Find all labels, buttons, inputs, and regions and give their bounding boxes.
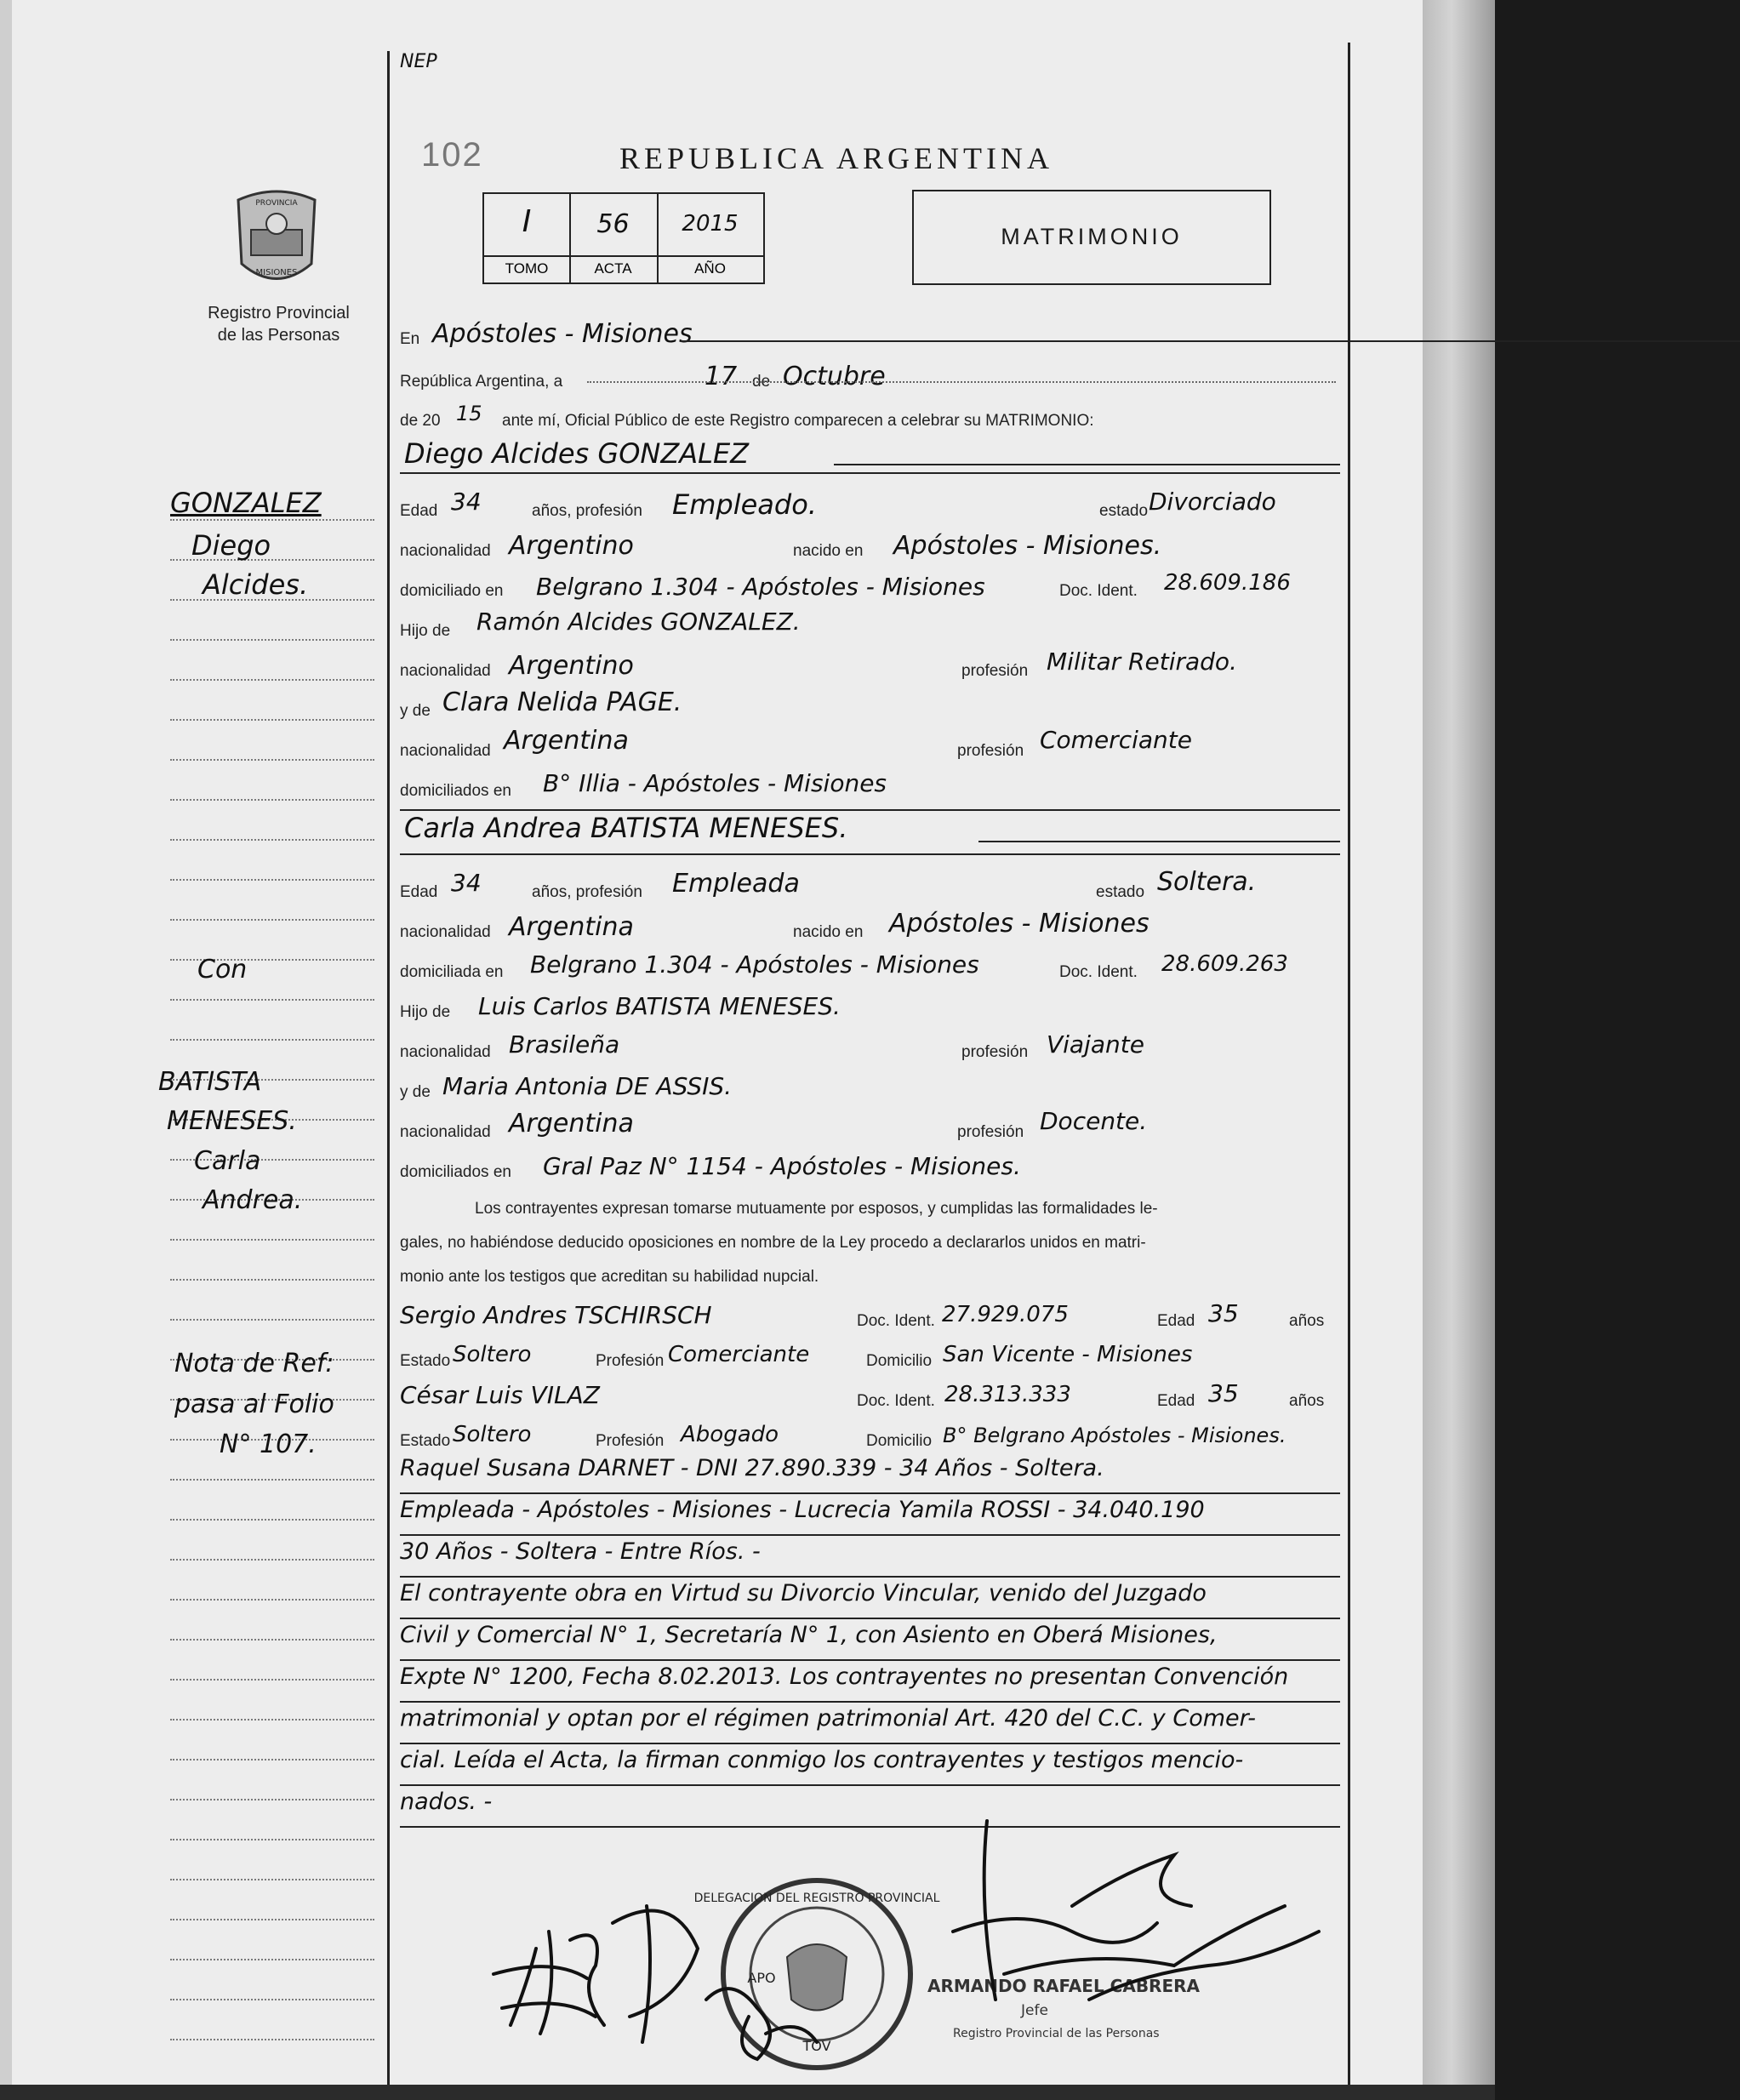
nacido-label: nacido en	[793, 923, 864, 941]
margin-bride-surname1: BATISTA	[158, 1067, 262, 1097]
nacionalidad-label: nacionalidad	[400, 742, 491, 760]
right-border-line	[1348, 43, 1350, 2085]
de-label: de	[752, 373, 771, 391]
act-type: MATRIMONIO	[1001, 224, 1183, 249]
margin-rule	[170, 1959, 374, 1960]
domiciliada-label: domiciliada en	[400, 963, 504, 981]
margin-rule	[170, 1319, 374, 1321]
bride-birthplace: Apóstoles - Misiones	[889, 909, 1150, 939]
witness1-address: San Vicente - Misiones	[943, 1342, 1193, 1367]
profesion-label: profesión	[957, 1123, 1024, 1141]
note-line: Empleada - Apóstoles - Misiones - Lucrecia Yamila ROSSI - 34.040.190	[400, 1497, 1205, 1523]
margin-note-line1: Nota de Ref:	[174, 1349, 334, 1378]
intro-date-row	[400, 356, 1336, 397]
margin-groom-name1: Diego	[191, 529, 271, 562]
bride-doc: 28.609.263	[1161, 951, 1288, 977]
declaration-line2: gales, no habiéndose deducido oposiciones en nombre de la Ley procedo a declararlos unidos en matri-	[400, 1234, 1146, 1252]
note-line: Civil y Comercial N° 1, Secretaría N° 1, con Asiento en Oberá Misiones,	[400, 1622, 1218, 1648]
edad-label: Edad	[400, 502, 438, 520]
bride-estado: Soltera.	[1157, 867, 1257, 897]
margin-rule	[170, 1639, 374, 1641]
margin-rule	[170, 1479, 374, 1481]
margin-rule	[170, 519, 374, 521]
stamp-bottom-text: TOV	[802, 2038, 831, 2054]
republica-label: República Argentina, a	[400, 373, 563, 391]
profesion-label: profesión	[961, 1043, 1029, 1061]
margin-rule	[170, 879, 374, 881]
margin-rule	[170, 1279, 374, 1281]
profesion-label: profesión	[961, 662, 1029, 680]
margin-bride-name1: Carla	[194, 1146, 261, 1176]
bride-age: 34	[451, 869, 482, 897]
groom-father-nationality: Argentino	[509, 651, 634, 681]
margin-rule	[170, 1879, 374, 1880]
registry-name-line1: Registro Provincial	[208, 304, 350, 322]
tomo-label: TOMO	[505, 260, 549, 277]
emblem-top-text: PROVINCIA	[255, 199, 298, 208]
note-line: matrimonial y optan por el régimen patrimonial Art. 420 del C.C. y Comer-	[400, 1705, 1257, 1732]
note-line: cial. Leída el Acta, la firman conmigo los contrayentes y testigos mencio-	[400, 1747, 1244, 1773]
groom-parents-address-row	[400, 765, 1336, 806]
groom-father-row	[400, 605, 1336, 646]
registry-name	[170, 302, 387, 346]
note-line: nados. -	[400, 1789, 493, 1815]
official-name: ARMANDO RAFAEL CABRERA	[927, 1976, 1200, 1996]
declaration-line3: monio ante los testigos que acreditan su habilidad nupcial.	[400, 1268, 819, 1286]
margin-rule	[170, 1999, 374, 2000]
act-type-box	[912, 190, 1271, 285]
nacido-label: nacido en	[793, 542, 864, 560]
witness2-name: César Luis VILAZ	[400, 1381, 600, 1409]
groom-mother-nat-row	[400, 725, 1336, 766]
margin-rule	[170, 679, 374, 681]
country-title: REPUBLICA ARGENTINA	[619, 141, 1054, 175]
registry-name-line2: de las Personas	[217, 326, 340, 345]
domiciliados-label: domiciliados en	[400, 782, 511, 800]
witness1-name: Sergio Andres TSCHIRSCH	[400, 1301, 712, 1329]
groom-nationality: Argentino	[509, 531, 634, 561]
note-line: Expte N° 1200, Fecha 8.02.2013. Los contrayentes no presentan Convención	[400, 1663, 1289, 1690]
bride-age-row	[400, 866, 1336, 907]
note-rule	[400, 1701, 1340, 1703]
signature-4	[953, 1821, 1285, 2000]
profesion-label: profesión	[957, 742, 1024, 760]
margin-rule	[170, 1039, 374, 1041]
note-line: Raquel Susana DARNET - DNI 27.890.339 - 34 Años - Soltera.	[400, 1455, 1104, 1481]
groom-estado: Divorciado	[1149, 488, 1276, 516]
margin-con: Con	[197, 955, 248, 984]
bride-parents-address-row	[400, 1146, 1336, 1187]
witness2-address: B° Belgrano Apóstoles - Misiones.	[943, 1424, 1286, 1447]
profesion-label: Profesión	[596, 1352, 665, 1370]
groom-profession: Empleado.	[672, 488, 817, 521]
ante-text: ante mí, Oficial Público de este Registro comparecen a celebrar su MATRIMONIO:	[502, 412, 1094, 430]
margin-rule	[170, 1559, 374, 1561]
doc-label: Doc. Ident.	[1059, 582, 1138, 600]
margin-rule	[170, 1799, 374, 1800]
witness2-doc: 28.313.333	[944, 1382, 1071, 1407]
nacionalidad-label: nacionalidad	[400, 662, 491, 680]
groom-mother-nationality: Argentina	[504, 726, 629, 756]
domiciliados-label: domiciliados en	[400, 1163, 511, 1181]
note-rule	[400, 1534, 1340, 1536]
domiciliado-label: domiciliado en	[400, 582, 504, 600]
witness1-estado: Soltero	[453, 1342, 532, 1367]
margin-rule	[170, 1719, 374, 1721]
signature-3	[706, 1989, 817, 2059]
doc-label: Doc. Ident.	[857, 1392, 935, 1410]
margin-rule	[170, 719, 374, 721]
note-rule	[400, 1784, 1340, 1786]
margin-rule	[170, 1839, 374, 1840]
margin-rule	[170, 1679, 374, 1681]
page-binding-edge	[1423, 0, 1495, 2100]
witness2-detail-row	[400, 1415, 1336, 1456]
corner-note: NEP	[400, 51, 437, 72]
bride-father-row	[400, 986, 1336, 1027]
margin-rule	[170, 1519, 374, 1521]
note-rule	[400, 1576, 1340, 1578]
groom-mother-profession: Comerciante	[1040, 726, 1192, 754]
margin-rule	[170, 999, 374, 1001]
bride-father-nat-row	[400, 1026, 1336, 1067]
domicilio-label: Domicilio	[866, 1432, 933, 1450]
margin-rule	[170, 1239, 374, 1241]
bride-mother-row	[400, 1066, 1336, 1107]
nacionalidad-label: nacionalidad	[400, 923, 491, 941]
signature-1	[493, 1932, 604, 2034]
witness1-age: 35	[1208, 1299, 1239, 1327]
bride-mother: Maria Antonia DE ASSIS.	[442, 1072, 733, 1100]
margin-note-line2: pasa al Folio	[174, 1390, 334, 1419]
tomo-acta-anio-box	[482, 192, 765, 284]
margin-bride-surname2: MENESES.	[167, 1106, 297, 1136]
bride-mother-profession: Docente.	[1040, 1107, 1148, 1135]
hijo-label: Hijo de	[400, 622, 451, 640]
groom-father-nat-row	[400, 645, 1336, 686]
margin-groom-surname: GONZALEZ	[170, 487, 322, 519]
stamp-left-text: APO	[747, 1970, 776, 1986]
margin-rule	[170, 919, 374, 921]
day-value: 17	[705, 362, 738, 391]
signatures	[476, 1804, 1344, 2085]
groom-age: 34	[451, 488, 482, 516]
margin-rule	[170, 639, 374, 641]
margin-groom-name2: Alcides.	[203, 568, 309, 601]
year-value: 15	[456, 402, 482, 425]
estado-label: Estado	[400, 1432, 451, 1450]
month-value: Octubre	[783, 362, 886, 391]
declaration-line1: Los contrayentes expresan tomarse mutuamente por esposos, y cumplidas las formalidades le-	[475, 1200, 1158, 1218]
anio-label: AÑO	[694, 260, 726, 277]
registry-number: 102	[421, 136, 483, 174]
margin-note-line3: N° 107.	[220, 1429, 317, 1459]
margin-rule	[170, 1599, 374, 1601]
note-line: El contrayente obra en Virtud su Divorcio Vincular, venido del Juzgado	[400, 1580, 1207, 1606]
margin-rule	[170, 1919, 374, 1920]
place-value: Apóstoles - Misiones	[432, 319, 693, 349]
edad-label: Edad	[1157, 1392, 1195, 1410]
groom-doc: 28.609.186	[1164, 570, 1291, 596]
stamp-top-text: DELEGACION DEL REGISTRO PROVINCIAL	[693, 1892, 940, 1905]
edad-label: Edad	[400, 883, 438, 901]
witness2-estado: Soltero	[453, 1422, 532, 1447]
edad-label: Edad	[1157, 1312, 1195, 1330]
groom-nationality-row	[400, 525, 1336, 566]
bride-mother-nationality: Argentina	[509, 1109, 634, 1138]
estado-label: estado	[1096, 883, 1145, 901]
margin-rule	[170, 839, 374, 841]
bride-address: Belgrano 1.304 - Apóstoles - Misiones	[530, 950, 979, 979]
groom-mother: Clara Nelida PAGE.	[442, 688, 682, 717]
profesion-label: Profesión	[596, 1432, 665, 1450]
intro-place-row	[400, 313, 1336, 354]
groom-name: Diego Alcides GONZALEZ	[404, 437, 750, 470]
profesion-label: años, profesión	[532, 883, 642, 901]
groom-name-row	[400, 434, 1336, 475]
margin-divider-line	[387, 51, 390, 2085]
acta-label: ACTA	[594, 260, 632, 277]
witness2-row	[400, 1375, 1336, 1416]
margin-bride-name2: Andrea.	[203, 1185, 303, 1215]
bride-parents-address: Gral Paz N° 1154 - Apóstoles - Misiones.	[543, 1152, 1021, 1180]
anio-value: 2015	[682, 211, 739, 237]
yde-label: y de	[400, 702, 431, 720]
hijo-label: Hijo de	[400, 1003, 451, 1021]
groom-address: Belgrano 1.304 - Apóstoles - Misiones	[536, 573, 985, 601]
groom-birthplace: Apóstoles - Misiones.	[893, 531, 1162, 561]
doc-label: Doc. Ident.	[857, 1312, 935, 1330]
en-label: En	[400, 330, 420, 348]
witness1-profession: Comerciante	[668, 1342, 810, 1367]
witness2-age: 35	[1208, 1379, 1239, 1407]
groom-father-profession: Militar Retirado.	[1047, 648, 1237, 676]
anos-label: años	[1289, 1312, 1325, 1330]
anos-label: años	[1289, 1392, 1325, 1410]
note-line: 30 Años - Soltera - Entre Ríos. -	[400, 1538, 761, 1565]
estado-label: Estado	[400, 1352, 451, 1370]
bride-nationality: Argentina	[509, 912, 634, 942]
nacionalidad-label: nacionalidad	[400, 1123, 491, 1141]
yde-label: y de	[400, 1083, 431, 1101]
intro-year-row	[400, 395, 1336, 436]
bride-profession: Empleada	[672, 869, 800, 899]
groom-mother-row	[400, 685, 1336, 726]
doc-label: Doc. Ident.	[1059, 963, 1138, 981]
groom-parents-address: B° Illia - Apóstoles - Misiones	[543, 769, 887, 797]
margin-rule	[170, 1759, 374, 1760]
groom-address-row	[400, 565, 1336, 606]
province-emblem	[230, 183, 323, 294]
bride-address-row	[400, 946, 1336, 987]
note-rule	[400, 1492, 1340, 1494]
nacionalidad-label: nacionalidad	[400, 542, 491, 560]
note-rule	[400, 1618, 1340, 1619]
witness2-profession: Abogado	[681, 1422, 779, 1447]
groom-age-row	[400, 485, 1336, 526]
bride-father-profession: Viajante	[1047, 1030, 1144, 1059]
bride-mother-nat-row	[400, 1106, 1336, 1147]
profesion-label: años, profesión	[532, 502, 642, 520]
witness1-doc: 27.929.075	[942, 1302, 1069, 1327]
domicilio-label: Domicilio	[866, 1352, 933, 1370]
signature-2	[613, 1906, 698, 2042]
page-left-edge	[0, 0, 12, 2100]
groom-father: Ramón Alcides GONZALEZ.	[476, 608, 801, 636]
margin-rule	[170, 799, 374, 801]
estado-label: estado	[1099, 502, 1149, 520]
witness1-detail-row	[400, 1335, 1336, 1376]
bride-name: Carla Andrea BATISTA MENESES.	[404, 812, 848, 844]
note-rule	[400, 1743, 1340, 1744]
bride-father: Luis Carlos BATISTA MENESES.	[478, 992, 841, 1020]
margin-rule	[170, 2039, 374, 2040]
emblem-bottom-text: MISIONES	[255, 268, 298, 277]
margin-rule	[170, 759, 374, 761]
bride-nationality-row	[400, 906, 1336, 947]
tomo-value: I	[522, 204, 532, 239]
bride-name-row	[400, 808, 1336, 849]
bride-father-nationality: Brasileña	[509, 1030, 620, 1059]
acta-value: 56	[596, 209, 630, 239]
nacionalidad-label: nacionalidad	[400, 1043, 491, 1061]
witness1-row	[400, 1295, 1336, 1336]
official-office: Registro Provincial de las Personas	[953, 2027, 1160, 2040]
scan-bottom-edge	[0, 2085, 1495, 2100]
year-label: de 20	[400, 412, 441, 430]
official-title: Jefe	[1021, 2002, 1048, 2019]
note-rule	[400, 1659, 1340, 1661]
